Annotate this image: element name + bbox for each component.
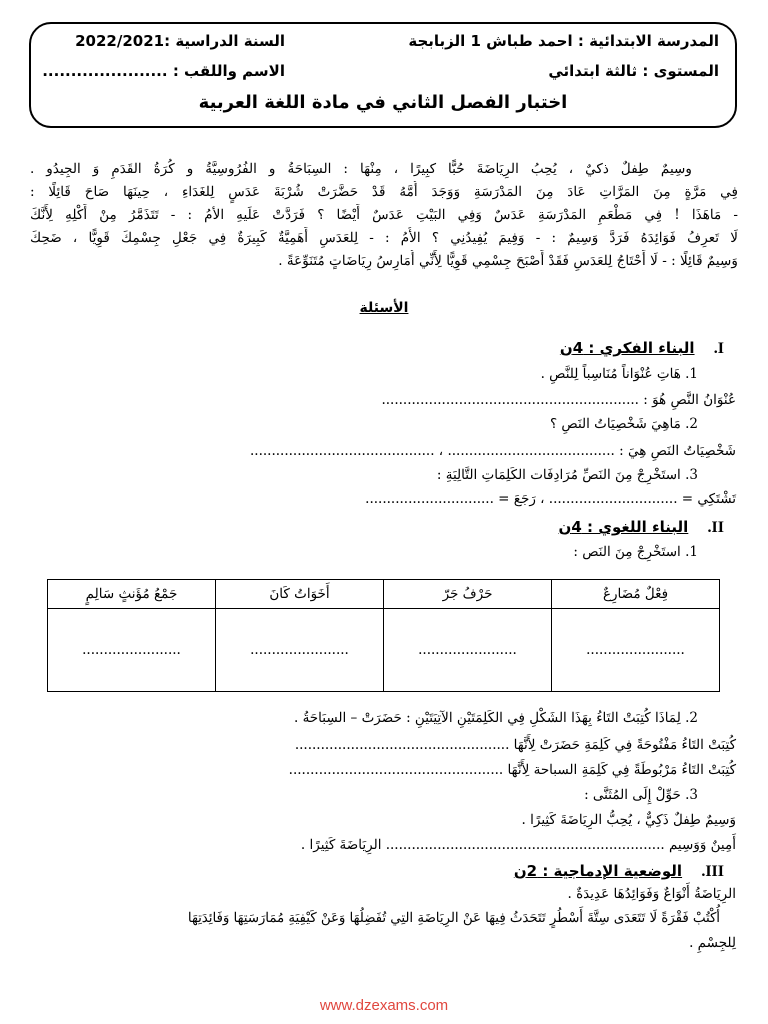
section-2-answer-2b: كُتِبَتْ التَاءُ مَرْبُوطَةً فِي كَلِمَةِ السباحة لِأَنَّهَا .................................................. xyxy=(288,762,736,778)
extraction-table xyxy=(47,579,720,692)
section-1-answer-3: تَشْتَكِي = .............................. ، رَجَعَ = .............................. xyxy=(365,491,736,507)
school-name: المدرسة الابتدائية : احمد طباش 1 الزبابجة xyxy=(408,32,719,50)
section-2-title xyxy=(559,518,724,537)
table-row xyxy=(48,609,720,692)
section-3-instruction-end: لِلجِسْمِ . xyxy=(689,935,736,951)
section-2-question-2: 2. لِمَاذَا كُتِبَتْ التَاءُ بِهَذَا الشَكْلِ فِي الكَلِمَتَيْنِ الآتِيَتَيْنِ : حَضَرَتْ – السِبَاحَةُ . xyxy=(293,710,698,726)
table-header: جَمْعُ مُؤَنثٍ سَالِمٍ xyxy=(48,580,216,609)
student-name-label: الاسم واللقب : xyxy=(172,62,285,80)
section-2-number: II. xyxy=(707,519,724,536)
passage-line: - مَاهَذَا ! فِي مَطْعَمِ المَدْرَسَةِ عَدَسٌ وَفِي البَيْتِ عَدَسٌ أَيْضًا ؟ فَرَدَّتْ عَلَيهِ الأمُ : - تَتَذَمَّرُ مِنْ أَكْلِهِ لِأَنَّكَ xyxy=(30,207,738,223)
section-1-title xyxy=(560,339,724,358)
reading-passage xyxy=(30,158,738,273)
section-1-answer-2: شَخْصِيَاتُ النَصِ هِيَ : ....................................... ، ........................................... xyxy=(249,443,736,459)
school-year: السنة الدراسية :2022/2021 xyxy=(75,32,285,50)
questions-heading: الأسئلة xyxy=(359,300,409,316)
passage-line: وَسِيمٌ قَائِلًا : - لَا أَحْتَاجُ لِلعَدَسِ فَقَدْ أَصْبَحَ جِسْمِي قَوِيًّا لِأَنِّي أُمَارِسُ رِيَاضَاتٍ مُتَنَوِّعَةً . xyxy=(278,253,738,269)
section-2-question-1: 1. استَخْرِجْ مِنَ النَص : xyxy=(573,544,698,560)
grade-level: المستوى : ثالثة ابتدائي xyxy=(548,62,719,80)
table-cell: ....................... xyxy=(552,609,720,692)
table-header: فِعْلٌ مُضَارِعٌ xyxy=(552,580,720,609)
table-header-row xyxy=(48,580,720,609)
section-2-answer-2a: كُتِبَتْ التَاءُ مَفْتُوحَةً فِي كَلِمَةِ حَضَرَتْ لِأَنَّهَا .................................................. xyxy=(294,737,736,753)
section-1-label: البناء الفكري : 4ن xyxy=(559,339,695,357)
section-3-context: الرِيَاضَةُ أَنْوَاعٌ وَفَوَائِدُهَا عَدِيدَةٌ . xyxy=(567,886,736,902)
section-1-question-2: 2. مَاهِيَ شَخْصِيَاتُ النَصِ ؟ xyxy=(549,416,698,432)
section-1-question-3: 3. استَخْرِجْ مِنَ النَصِّ مُرَادِفَات الكَلِمَاتِ التَّالِيَةِ : xyxy=(436,467,698,483)
table-cell: ....................... xyxy=(48,609,216,692)
passage-line: لَا تَعرِفُ فَوَائِدَهُ فَرَدَّ وَسِيمٌ : - وَفِيمَ يُفِيدُنِي ؟ الأُمُ : - لِلعَدَسِ أَهَمِيَّةٌ كَبِيرَةٌ فِي جَعْلِ جِسْمِكَ قَوِيًّا ، ضَحِكَ xyxy=(30,230,738,246)
student-name-blank: ...................... xyxy=(42,62,168,80)
section-2-label: البناء اللغوي : 4ن xyxy=(558,518,689,536)
website-watermark: www.dzexams.com xyxy=(319,997,449,1014)
section-3-label: الوضعية الإدماجية : 2ن xyxy=(513,862,683,880)
section-2-question-3: 3. حَوِّلْ إِلَى المُثَنَّى : xyxy=(584,787,698,803)
table-header: أَخَوَاتُ كَانَ xyxy=(216,580,384,609)
section-3-title xyxy=(514,862,724,881)
section-2-answer-3: أَمِينٌ وَوَسِيم ................................................................. الرِيَاضَةَ كَثِيرًا . xyxy=(300,837,736,853)
student-name-field xyxy=(42,62,285,80)
exam-title: اختبار الفصل الثاني في مادة اللغة العربية xyxy=(198,92,568,113)
table-header: حَرْفُ جَرّ xyxy=(384,580,552,609)
section-1-number: I. xyxy=(713,340,724,357)
section-1-question-1: 1. هَاتِ عُنْوَاناً مُنَاسِباً لِلنَّصِ . xyxy=(540,366,698,382)
passage-line: وسِيمٌ طِفلٌ ذكيٌ ، يُحِبُ الرِيَاضَةَ حُبًّا كبِيرًا ، مِنْهَا : السِبَاحَةُ و الفُرُوسِيَّةُ و كُرَةُ القَدَمِ وَ الجِيدُو . xyxy=(30,161,692,177)
header-box xyxy=(29,22,737,128)
passage-line: فِي مَرَّةٍ مِنَ المَرَّاتِ عَادَ مِنَ المَدْرَسَةِ وَوَجَدَ أُمَّهُ قَدْ حَضَّرَتْ شُرْبَةَ عَدَسٍ لِلغَدَاءِ ، حِينَهَا صَاحَ قَائِلًا : xyxy=(30,184,738,200)
section-1-answer-1: عُنْوَانُ النَّصِ هُوَ : ............................................................ xyxy=(381,392,736,408)
section-3-instruction: أُكْتُبْ فَقْرَةً لَا تَتَعَدَى سِتَّةَ أَسْطُرٍ تَتَحَدَثُ فِيهَا عَنْ الرِيَاضَةِ التِي تُفَضِلُهَا وَعَنْ كَيْفِيَةِ مُمَارَسَتِهَا وَفَائِدَتِهَا xyxy=(187,911,720,926)
section-3-number: III. xyxy=(701,863,724,880)
table-cell: ....................... xyxy=(216,609,384,692)
section-2-sentence: وَسِيمٌ طِفلٌ ذَكِيٌّ ، يُحِبُّ الرِيَاضَةَ كَثِيرًا . xyxy=(521,812,736,828)
table-cell: ....................... xyxy=(384,609,552,692)
